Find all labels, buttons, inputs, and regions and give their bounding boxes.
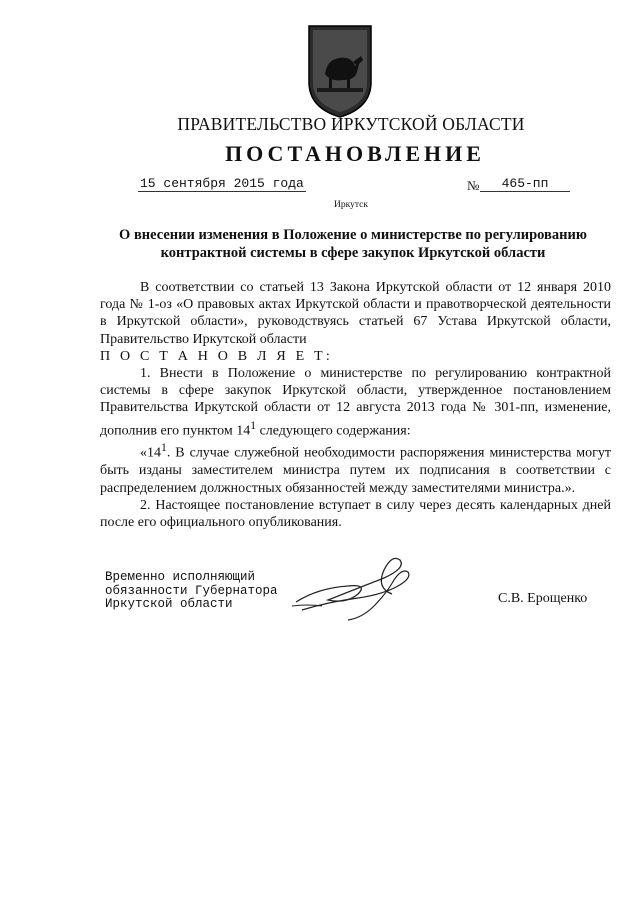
position-line-2: обязанности Губернатора	[105, 583, 278, 598]
item-1-text-end: следующего содержания:	[256, 423, 411, 439]
document-date: 15 сентября 2015 года	[140, 176, 304, 191]
position-line-3: Иркутской области	[105, 597, 233, 611]
preamble-paragraph: В соответствии со статьей 13 Закона Иркутской области от 12 января 2010 года № 1-оз «О правовых актах Иркутской области и правотворческой деятельности в Иркутской области», руководствуясь статьей 67 Устава Иркутской области, Правительство Иркутской области	[100, 280, 611, 347]
number-label: №	[467, 178, 480, 193]
document-body	[100, 279, 611, 531]
document-title: ПОСТАНОВЛЕНИЕ	[225, 141, 485, 166]
quoted-clause-paragraph	[100, 439, 611, 496]
subject-line-1: О внесении изменения в Положение о министерстве по регулированию	[119, 227, 587, 243]
government-name: ПРАВИТЕЛЬСТВО ИРКУТСКОЙ ОБЛАСТИ	[177, 114, 525, 134]
item-1-paragraph	[100, 365, 611, 439]
item-2-paragraph: 2. Настоящее постановление вступает в силу через десять календарных дней после его официального опубликования.	[100, 497, 611, 530]
subject-line-2: контрактной системы в сфере закупок Иркутской области	[160, 245, 546, 261]
document-subject	[98, 226, 608, 262]
item-1-superscript: 1	[250, 418, 257, 432]
document-number: 465-пп	[480, 176, 570, 192]
position-line-1: Временно исполняющий	[105, 570, 256, 584]
quote-start: «14	[140, 446, 161, 462]
signatory-name: С.В. Ерощенко	[498, 591, 588, 606]
handwritten-signature	[288, 548, 428, 630]
quote-text: . В случае служебной необходимости распоряжения министерства могут быть изданы заместителем министра путем их подписания в соответствии с распределением должностных обязанностей между заместителями министра.».	[100, 446, 611, 496]
city-name: Иркутск	[334, 200, 368, 210]
quote-superscript: 1	[161, 441, 167, 455]
coat-of-arms-icon	[303, 22, 377, 120]
item-1-text: 1. Внести в Положение о министерстве по регулированию контрактной системы в сфере закупок Иркутской области, утвержденное постановлением Правительства Иркутской области от 12 августа 2013 года № 301-пп, изменение, дополнив его пунктом 14	[100, 366, 611, 439]
decree-word: П О С Т А Н О В Л Я Е Т:	[100, 348, 333, 364]
signatory-position	[105, 571, 278, 612]
